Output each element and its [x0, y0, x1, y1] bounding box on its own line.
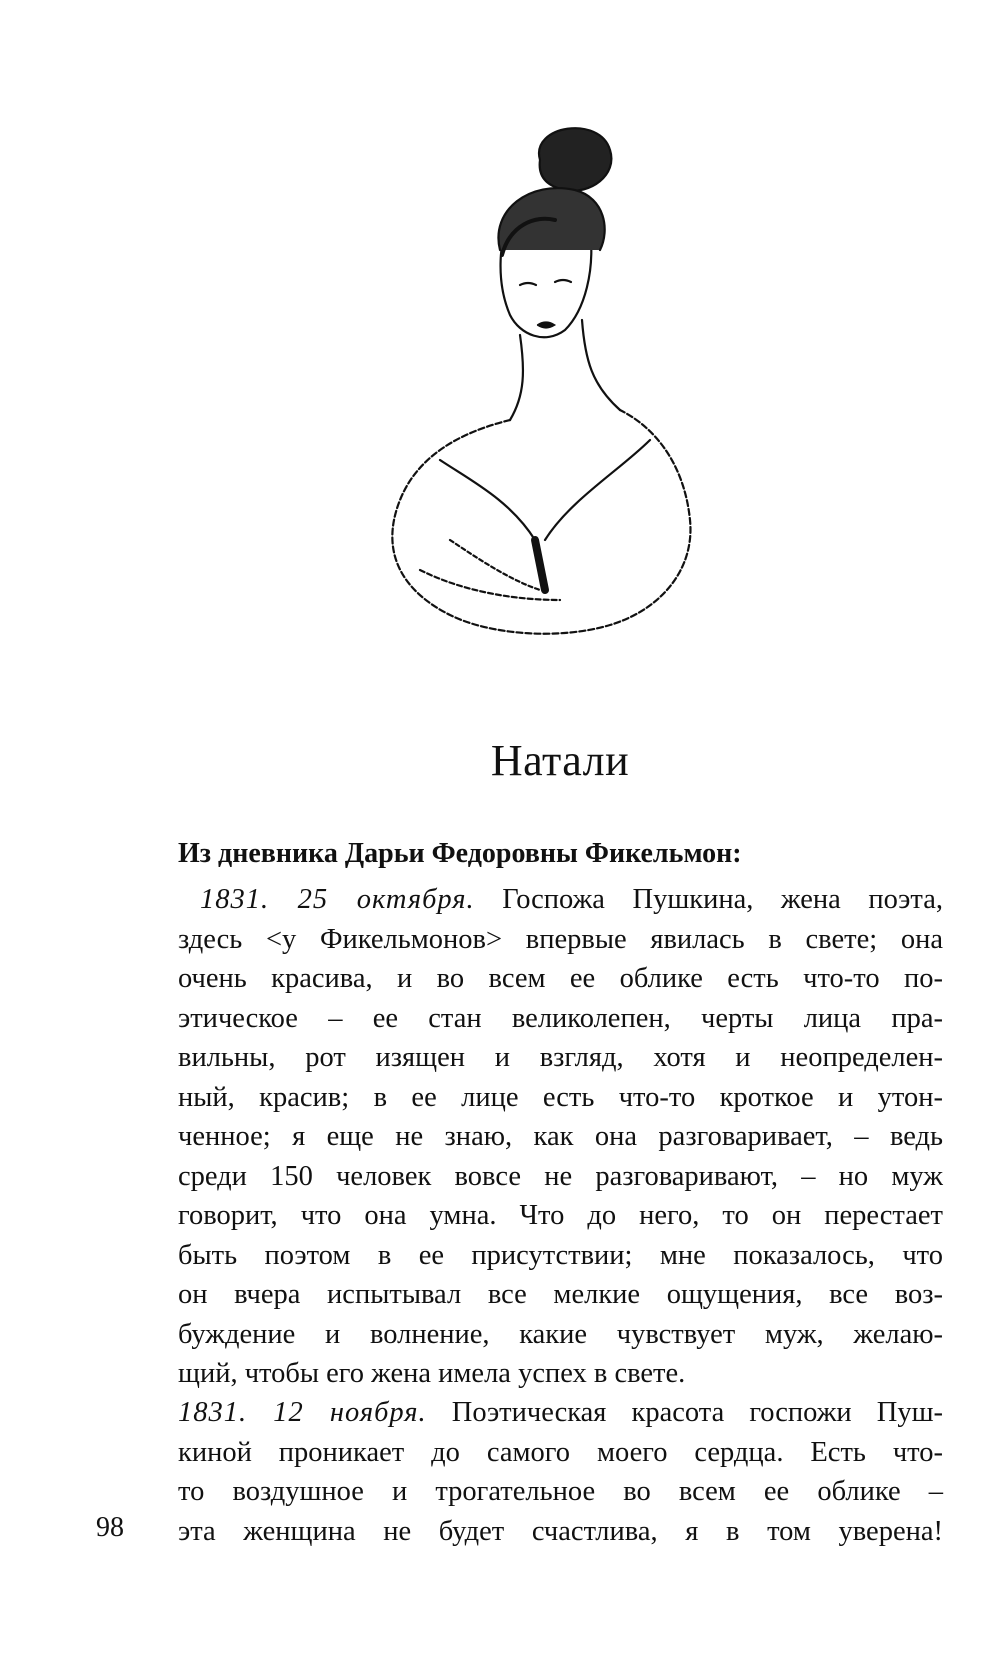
page-number: 98: [96, 1512, 124, 1543]
diary-entry-1: [178, 880, 943, 1394]
text-line: ченное; я еще не знаю, как она разговаривает, – ведь: [178, 1121, 943, 1152]
entry-first-line: 1831. 25 октября. Госпожа Пушкина, жена поэта,: [200, 884, 943, 915]
text-line: щий, чтобы его жена имела успех в свете.: [178, 1358, 686, 1389]
text-line: здесь <у Фикельмонов> впервые явилась в свете; она: [178, 923, 943, 955]
text-line: вильны, рот изящен и взгляд, хотя и неопределен-: [178, 1042, 943, 1073]
entry-date: 1831. 12 ноября.: [178, 1397, 427, 1428]
text-line: ный, красив; в ее лице есть что-то кроткое и утон-: [178, 1081, 943, 1113]
portrait-sketch-illustration: [360, 120, 720, 680]
text-line: среди 150 человек вовсе не разговаривают, – но муж: [178, 1160, 943, 1192]
diary-entry-2: [178, 1393, 943, 1551]
text-line: буждение и волнение, какие чувствует муж, желаю-: [178, 1318, 943, 1350]
text-line: этическое – ее стан великолепен, черты лица пра-: [178, 1002, 943, 1034]
text-line: то воздушное и трогательное во всем ее облике –: [178, 1476, 943, 1507]
text-line: быть поэтом в ее присутствии; мне показалось, что: [178, 1239, 943, 1271]
chapter-title: Натали: [490, 736, 630, 786]
text-line: очень красива, и во всем ее облике есть что-то по-: [178, 963, 943, 994]
entry-date: 1831. 25 октября.: [200, 884, 475, 915]
text-line: он вчера испытывал все мелкие ощущения, все воз-: [178, 1279, 943, 1310]
entry-first-line: 1831. 12 ноября. Поэтическая красота госпожи Пуш-: [178, 1397, 944, 1428]
text-line: говорит, что она умна. Что до него, то он перестает: [178, 1200, 943, 1231]
source-line: Из дневника Дарьи Федоровны Фикельмон:: [178, 838, 742, 869]
text-line: киной проникает до самого моего сердца. Есть что-: [178, 1436, 943, 1468]
text-line: эта женщина не будет счастлива, я в том уверена!: [178, 1515, 943, 1547]
